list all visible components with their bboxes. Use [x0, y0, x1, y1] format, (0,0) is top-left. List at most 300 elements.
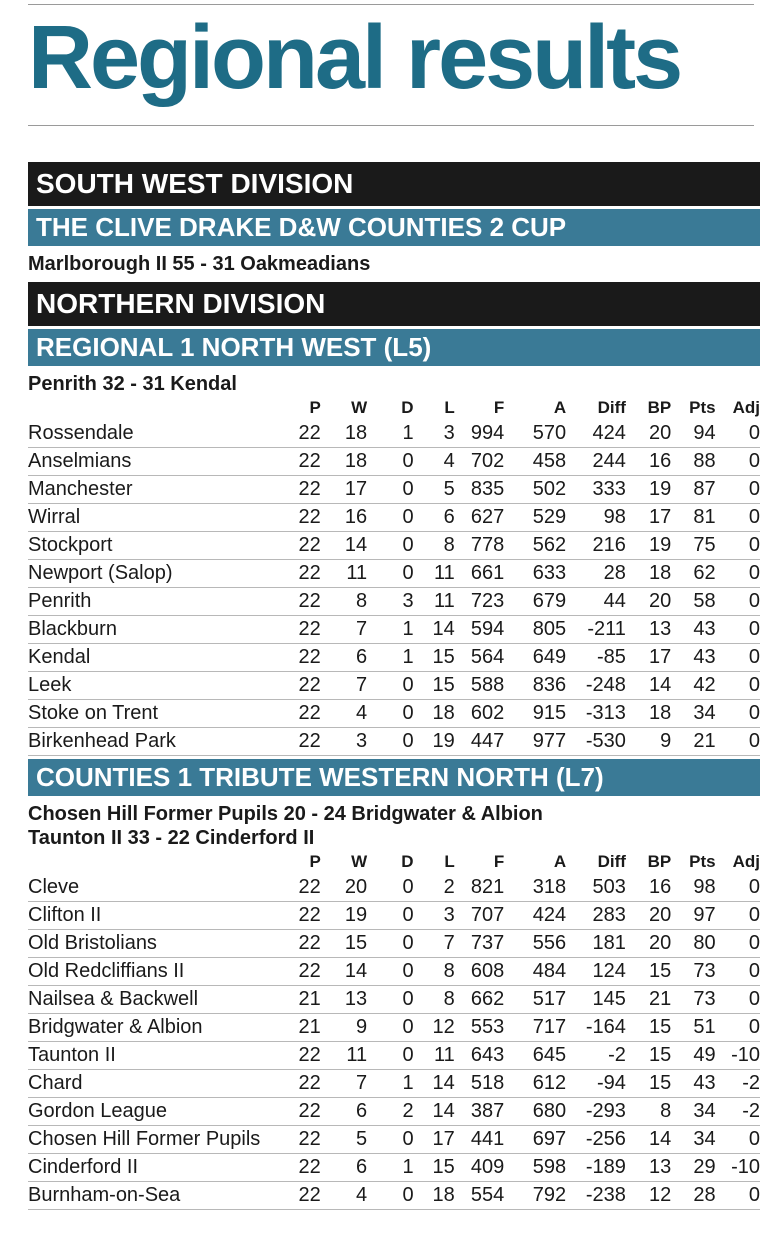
table-row	[28, 1126, 760, 1154]
cell-points: 97	[671, 902, 715, 930]
cell-points: 75	[671, 532, 715, 560]
cell-drawn: 0	[367, 902, 413, 930]
header-points-against: A	[553, 852, 567, 871]
header-points-for: F	[493, 852, 505, 871]
cell-points-against: 598	[504, 1154, 566, 1182]
cell-points-for: 594	[455, 616, 504, 644]
cell-team: Manchester	[28, 476, 294, 504]
cell-team: Newport (Salop)	[28, 560, 294, 588]
cell-team: Wirral	[28, 504, 294, 532]
cell-lost: 14	[414, 1098, 455, 1126]
cell-difference: 124	[566, 958, 626, 986]
cell-points-against: 792	[504, 1182, 566, 1210]
cell-adjustment: 0	[716, 448, 760, 476]
table-row	[28, 532, 760, 560]
header-points-against: A	[553, 398, 567, 417]
competition-header-d-w-counties-cup: THE CLIVE DRAKE D&W COUNTIES 2 CUP	[28, 209, 760, 246]
table-row	[28, 476, 760, 504]
cell-drawn: 0	[367, 1126, 413, 1154]
cell-team: Burnham-on-Sea	[28, 1182, 294, 1210]
top-rule	[28, 4, 754, 5]
cell-difference: -256	[566, 1126, 626, 1154]
cell-won: 19	[321, 902, 367, 930]
cell-drawn: 3	[367, 588, 413, 616]
cell-difference: -248	[566, 672, 626, 700]
cell-team: Stoke on Trent	[28, 700, 294, 728]
cell-lost: 14	[414, 616, 455, 644]
cell-points: 43	[671, 616, 715, 644]
cell-points-against: 502	[504, 476, 566, 504]
cell-lost: 18	[414, 1182, 455, 1210]
table-row	[28, 874, 760, 902]
cell-won: 8	[321, 588, 367, 616]
header-won: W	[351, 398, 368, 417]
cell-won: 6	[321, 1098, 367, 1126]
cell-adjustment: 0	[716, 958, 760, 986]
cell-lost: 15	[414, 1154, 455, 1182]
cell-points: 80	[671, 930, 715, 958]
cell-bonus-points: 16	[626, 874, 671, 902]
cell-drawn: 1	[367, 1070, 413, 1098]
cell-points-for: 737	[455, 930, 504, 958]
cell-points-against: 679	[504, 588, 566, 616]
cell-points-against: 529	[504, 504, 566, 532]
cell-difference: 181	[566, 930, 626, 958]
cell-won: 4	[321, 1182, 367, 1210]
cell-points-against: 645	[504, 1042, 566, 1070]
cell-lost: 8	[414, 532, 455, 560]
cell-points-for: 778	[455, 532, 504, 560]
cell-points: 43	[671, 1070, 715, 1098]
cell-team: Old Bristolians	[28, 930, 294, 958]
cell-team: Bridgwater & Albion	[28, 1014, 294, 1042]
cell-adjustment: 0	[716, 902, 760, 930]
cell-adjustment: 0	[716, 672, 760, 700]
league-header-counties-1-western-north: COUNTIES 1 TRIBUTE WESTERN NORTH (L7)	[28, 759, 760, 796]
header-adjustment: Adj	[732, 398, 760, 417]
table-row	[28, 1098, 760, 1126]
cell-difference: -2	[566, 1042, 626, 1070]
header-played: P	[309, 852, 321, 871]
header-bonus-points: BP	[647, 398, 672, 417]
results-content	[28, 162, 760, 1210]
cell-points-for: 518	[455, 1070, 504, 1098]
cell-played: 21	[294, 986, 321, 1014]
match-result: Marlborough II 55 - 31 Oakmeadians	[28, 253, 371, 275]
cell-points-for: 627	[455, 504, 504, 532]
table-row	[28, 420, 760, 448]
header-points: Pts	[689, 398, 716, 417]
cell-points-for: 602	[455, 700, 504, 728]
cell-bonus-points: 15	[626, 958, 671, 986]
cell-difference: 424	[566, 420, 626, 448]
cell-difference: 503	[566, 874, 626, 902]
cell-played: 22	[294, 588, 321, 616]
cell-team: Kendal	[28, 644, 294, 672]
page-title: Regional results	[28, 8, 681, 108]
cell-team: Chosen Hill Former Pupils	[28, 1126, 294, 1154]
cell-played: 22	[294, 958, 321, 986]
header-difference: Diff	[597, 852, 626, 871]
cell-adjustment: 0	[716, 420, 760, 448]
match-result: Taunton II 33 - 22 Cinderford II	[28, 827, 315, 849]
league-header-regional-1-north-west: REGIONAL 1 NORTH WEST (L5)	[28, 329, 760, 366]
cell-points-for: 661	[455, 560, 504, 588]
header-drawn: D	[401, 398, 414, 417]
cell-adjustment: 0	[716, 700, 760, 728]
header-difference: Diff	[597, 398, 626, 417]
cell-won: 9	[321, 1014, 367, 1042]
cell-lost: 12	[414, 1014, 455, 1042]
cell-lost: 11	[414, 588, 455, 616]
cell-bonus-points: 17	[626, 644, 671, 672]
table-row	[28, 448, 760, 476]
cell-played: 21	[294, 1014, 321, 1042]
table-row	[28, 644, 760, 672]
cell-drawn: 2	[367, 1098, 413, 1126]
cell-points-against: 633	[504, 560, 566, 588]
cell-won: 20	[321, 874, 367, 902]
cell-team: Cleve	[28, 874, 294, 902]
cell-won: 18	[321, 448, 367, 476]
cell-lost: 19	[414, 728, 455, 756]
cell-adjustment: 0	[716, 728, 760, 756]
cell-points-against: 570	[504, 420, 566, 448]
cell-lost: 3	[414, 902, 455, 930]
cell-won: 3	[321, 728, 367, 756]
cell-won: 14	[321, 958, 367, 986]
cell-lost: 15	[414, 644, 455, 672]
cell-difference: -238	[566, 1182, 626, 1210]
cell-team: Stockport	[28, 532, 294, 560]
cell-points-against: 318	[504, 874, 566, 902]
cell-bonus-points: 12	[626, 1182, 671, 1210]
table-row	[28, 958, 760, 986]
cell-lost: 3	[414, 420, 455, 448]
cell-adjustment: -10	[716, 1042, 760, 1070]
cell-bonus-points: 21	[626, 986, 671, 1014]
cell-difference: 98	[566, 504, 626, 532]
table-row	[28, 588, 760, 616]
cell-points-for: 994	[455, 420, 504, 448]
cell-points-against: 562	[504, 532, 566, 560]
cell-team: Gordon League	[28, 1098, 294, 1126]
cell-difference: 145	[566, 986, 626, 1014]
cell-lost: 14	[414, 1070, 455, 1098]
header-points-for: F	[493, 398, 505, 417]
cell-drawn: 1	[367, 420, 413, 448]
cell-points-against: 517	[504, 986, 566, 1014]
cell-lost: 8	[414, 986, 455, 1014]
cell-difference: -530	[566, 728, 626, 756]
cell-bonus-points: 15	[626, 1014, 671, 1042]
cell-played: 22	[294, 1070, 321, 1098]
cell-drawn: 0	[367, 1014, 413, 1042]
header-adjustment: Adj	[732, 852, 760, 871]
cell-bonus-points: 16	[626, 448, 671, 476]
cell-played: 22	[294, 672, 321, 700]
cell-points-for: 441	[455, 1126, 504, 1154]
cell-difference: 333	[566, 476, 626, 504]
cell-played: 22	[294, 644, 321, 672]
table-row	[28, 986, 760, 1014]
cell-difference: -313	[566, 700, 626, 728]
cell-bonus-points: 18	[626, 560, 671, 588]
division-header-south-west: SOUTH WEST DIVISION	[28, 162, 760, 206]
cell-points-against: 836	[504, 672, 566, 700]
cell-bonus-points: 20	[626, 420, 671, 448]
cell-points-for: 588	[455, 672, 504, 700]
cell-won: 17	[321, 476, 367, 504]
cell-lost: 15	[414, 672, 455, 700]
table-row	[28, 930, 760, 958]
cell-points-for: 554	[455, 1182, 504, 1210]
cell-points-against: 556	[504, 930, 566, 958]
cell-lost: 18	[414, 700, 455, 728]
cell-bonus-points: 14	[626, 1126, 671, 1154]
cell-points: 98	[671, 874, 715, 902]
cell-drawn: 0	[367, 728, 413, 756]
cell-points-against: 717	[504, 1014, 566, 1042]
cell-points: 34	[671, 1098, 715, 1126]
cell-played: 22	[294, 448, 321, 476]
cell-difference: -293	[566, 1098, 626, 1126]
table-row	[28, 1014, 760, 1042]
cell-points: 49	[671, 1042, 715, 1070]
cell-adjustment: 0	[716, 874, 760, 902]
cell-played: 22	[294, 532, 321, 560]
cell-adjustment: 0	[716, 1126, 760, 1154]
table-row	[28, 672, 760, 700]
cell-drawn: 0	[367, 532, 413, 560]
cell-adjustment: 0	[716, 644, 760, 672]
cell-adjustment: 0	[716, 1014, 760, 1042]
cell-bonus-points: 13	[626, 1154, 671, 1182]
cell-team: Blackburn	[28, 616, 294, 644]
cell-points: 58	[671, 588, 715, 616]
cell-points: 43	[671, 644, 715, 672]
cell-won: 11	[321, 1042, 367, 1070]
header-played: P	[309, 398, 321, 417]
cell-points-for: 608	[455, 958, 504, 986]
cell-points-against: 649	[504, 644, 566, 672]
cell-points-against: 680	[504, 1098, 566, 1126]
cell-team: Cinderford II	[28, 1154, 294, 1182]
cell-points-against: 977	[504, 728, 566, 756]
cell-won: 16	[321, 504, 367, 532]
cell-points: 73	[671, 986, 715, 1014]
cell-adjustment: -2	[716, 1098, 760, 1126]
header-points: Pts	[689, 852, 716, 871]
cell-won: 6	[321, 1154, 367, 1182]
cell-lost: 4	[414, 448, 455, 476]
cell-points-for: 835	[455, 476, 504, 504]
cell-bonus-points: 19	[626, 476, 671, 504]
cell-points-for: 553	[455, 1014, 504, 1042]
table-row	[28, 700, 760, 728]
cell-lost: 2	[414, 874, 455, 902]
cell-points-against: 697	[504, 1126, 566, 1154]
table-row	[28, 560, 760, 588]
cell-bonus-points: 9	[626, 728, 671, 756]
cell-difference: 28	[566, 560, 626, 588]
cell-team: Taunton II	[28, 1042, 294, 1070]
cell-difference: -211	[566, 616, 626, 644]
table-row	[28, 728, 760, 756]
cell-won: 15	[321, 930, 367, 958]
cell-drawn: 0	[367, 476, 413, 504]
cell-played: 22	[294, 902, 321, 930]
cell-lost: 7	[414, 930, 455, 958]
cell-adjustment: 0	[716, 588, 760, 616]
cell-team: Old Redcliffians II	[28, 958, 294, 986]
header-team	[28, 396, 294, 420]
table-row	[28, 616, 760, 644]
cell-team: Rossendale	[28, 420, 294, 448]
cell-won: 7	[321, 616, 367, 644]
cell-drawn: 1	[367, 644, 413, 672]
cell-team: Anselmians	[28, 448, 294, 476]
cell-points: 34	[671, 1126, 715, 1154]
cell-won: 7	[321, 672, 367, 700]
header-lost: L	[444, 852, 455, 871]
header-bonus-points: BP	[647, 852, 672, 871]
cell-points: 29	[671, 1154, 715, 1182]
table-row	[28, 504, 760, 532]
cell-adjustment: 0	[716, 476, 760, 504]
cell-drawn: 0	[367, 930, 413, 958]
cell-points: 28	[671, 1182, 715, 1210]
cell-won: 11	[321, 560, 367, 588]
cell-points-for: 723	[455, 588, 504, 616]
cell-points-for: 702	[455, 448, 504, 476]
cell-played: 22	[294, 504, 321, 532]
cell-adjustment: 0	[716, 930, 760, 958]
match-result: Chosen Hill Former Pupils 20 - 24 Bridgwater & Albion	[28, 803, 543, 825]
cell-won: 6	[321, 644, 367, 672]
cell-played: 22	[294, 560, 321, 588]
cell-won: 18	[321, 420, 367, 448]
cell-points: 62	[671, 560, 715, 588]
cell-difference: -164	[566, 1014, 626, 1042]
cell-points-for: 409	[455, 1154, 504, 1182]
cell-adjustment: -2	[716, 1070, 760, 1098]
cell-played: 22	[294, 728, 321, 756]
cell-team: Nailsea & Backwell	[28, 986, 294, 1014]
cell-won: 13	[321, 986, 367, 1014]
cell-bonus-points: 19	[626, 532, 671, 560]
cell-lost: 17	[414, 1126, 455, 1154]
cell-lost: 6	[414, 504, 455, 532]
cell-drawn: 0	[367, 560, 413, 588]
cell-points: 21	[671, 728, 715, 756]
cell-adjustment: 0	[716, 616, 760, 644]
cell-adjustment: 0	[716, 504, 760, 532]
cell-lost: 5	[414, 476, 455, 504]
cell-played: 22	[294, 874, 321, 902]
cell-points-against: 612	[504, 1070, 566, 1098]
cell-adjustment: 0	[716, 986, 760, 1014]
cell-played: 22	[294, 1182, 321, 1210]
cell-played: 22	[294, 930, 321, 958]
cell-bonus-points: 15	[626, 1070, 671, 1098]
cell-points-against: 915	[504, 700, 566, 728]
cell-points: 88	[671, 448, 715, 476]
cell-points-against: 458	[504, 448, 566, 476]
cell-points: 87	[671, 476, 715, 504]
cell-lost: 11	[414, 560, 455, 588]
cell-drawn: 0	[367, 874, 413, 902]
cell-difference: 44	[566, 588, 626, 616]
cell-drawn: 0	[367, 448, 413, 476]
cell-points-against: 424	[504, 902, 566, 930]
cell-played: 22	[294, 1042, 321, 1070]
match-result: Penrith 32 - 31 Kendal	[28, 373, 237, 395]
header-drawn: D	[401, 852, 414, 871]
cell-bonus-points: 20	[626, 930, 671, 958]
cell-won: 7	[321, 1070, 367, 1098]
cell-drawn: 0	[367, 1182, 413, 1210]
cell-played: 22	[294, 476, 321, 504]
cell-bonus-points: 13	[626, 616, 671, 644]
title-rule	[28, 125, 754, 126]
cell-played: 22	[294, 1154, 321, 1182]
cell-points: 34	[671, 700, 715, 728]
cell-bonus-points: 17	[626, 504, 671, 532]
cell-drawn: 0	[367, 986, 413, 1014]
cell-points-against: 805	[504, 616, 566, 644]
cell-difference: -189	[566, 1154, 626, 1182]
table-row	[28, 1042, 760, 1070]
cell-adjustment: 0	[716, 532, 760, 560]
cell-bonus-points: 15	[626, 1042, 671, 1070]
cell-points: 73	[671, 958, 715, 986]
cell-drawn: 0	[367, 1042, 413, 1070]
cell-played: 22	[294, 616, 321, 644]
cell-difference: 244	[566, 448, 626, 476]
table-row	[28, 902, 760, 930]
cell-adjustment: -10	[716, 1154, 760, 1182]
cell-difference: 216	[566, 532, 626, 560]
cell-points: 51	[671, 1014, 715, 1042]
cell-drawn: 0	[367, 672, 413, 700]
cell-adjustment: 0	[716, 1182, 760, 1210]
cell-points-for: 387	[455, 1098, 504, 1126]
cell-points-for: 447	[455, 728, 504, 756]
cell-lost: 8	[414, 958, 455, 986]
cell-drawn: 0	[367, 504, 413, 532]
cell-team: Clifton II	[28, 902, 294, 930]
table-header-row	[28, 850, 760, 874]
cell-bonus-points: 20	[626, 902, 671, 930]
cell-points-against: 484	[504, 958, 566, 986]
cell-played: 22	[294, 1126, 321, 1154]
cell-points: 81	[671, 504, 715, 532]
cell-drawn: 1	[367, 1154, 413, 1182]
cell-team: Penrith	[28, 588, 294, 616]
cell-won: 5	[321, 1126, 367, 1154]
cell-difference: -85	[566, 644, 626, 672]
cell-points-for: 662	[455, 986, 504, 1014]
cell-drawn: 1	[367, 616, 413, 644]
cell-drawn: 0	[367, 958, 413, 986]
header-lost: L	[444, 398, 455, 417]
cell-points-for: 643	[455, 1042, 504, 1070]
cell-bonus-points: 14	[626, 672, 671, 700]
header-team	[28, 850, 294, 874]
cell-drawn: 0	[367, 700, 413, 728]
cell-adjustment: 0	[716, 560, 760, 588]
